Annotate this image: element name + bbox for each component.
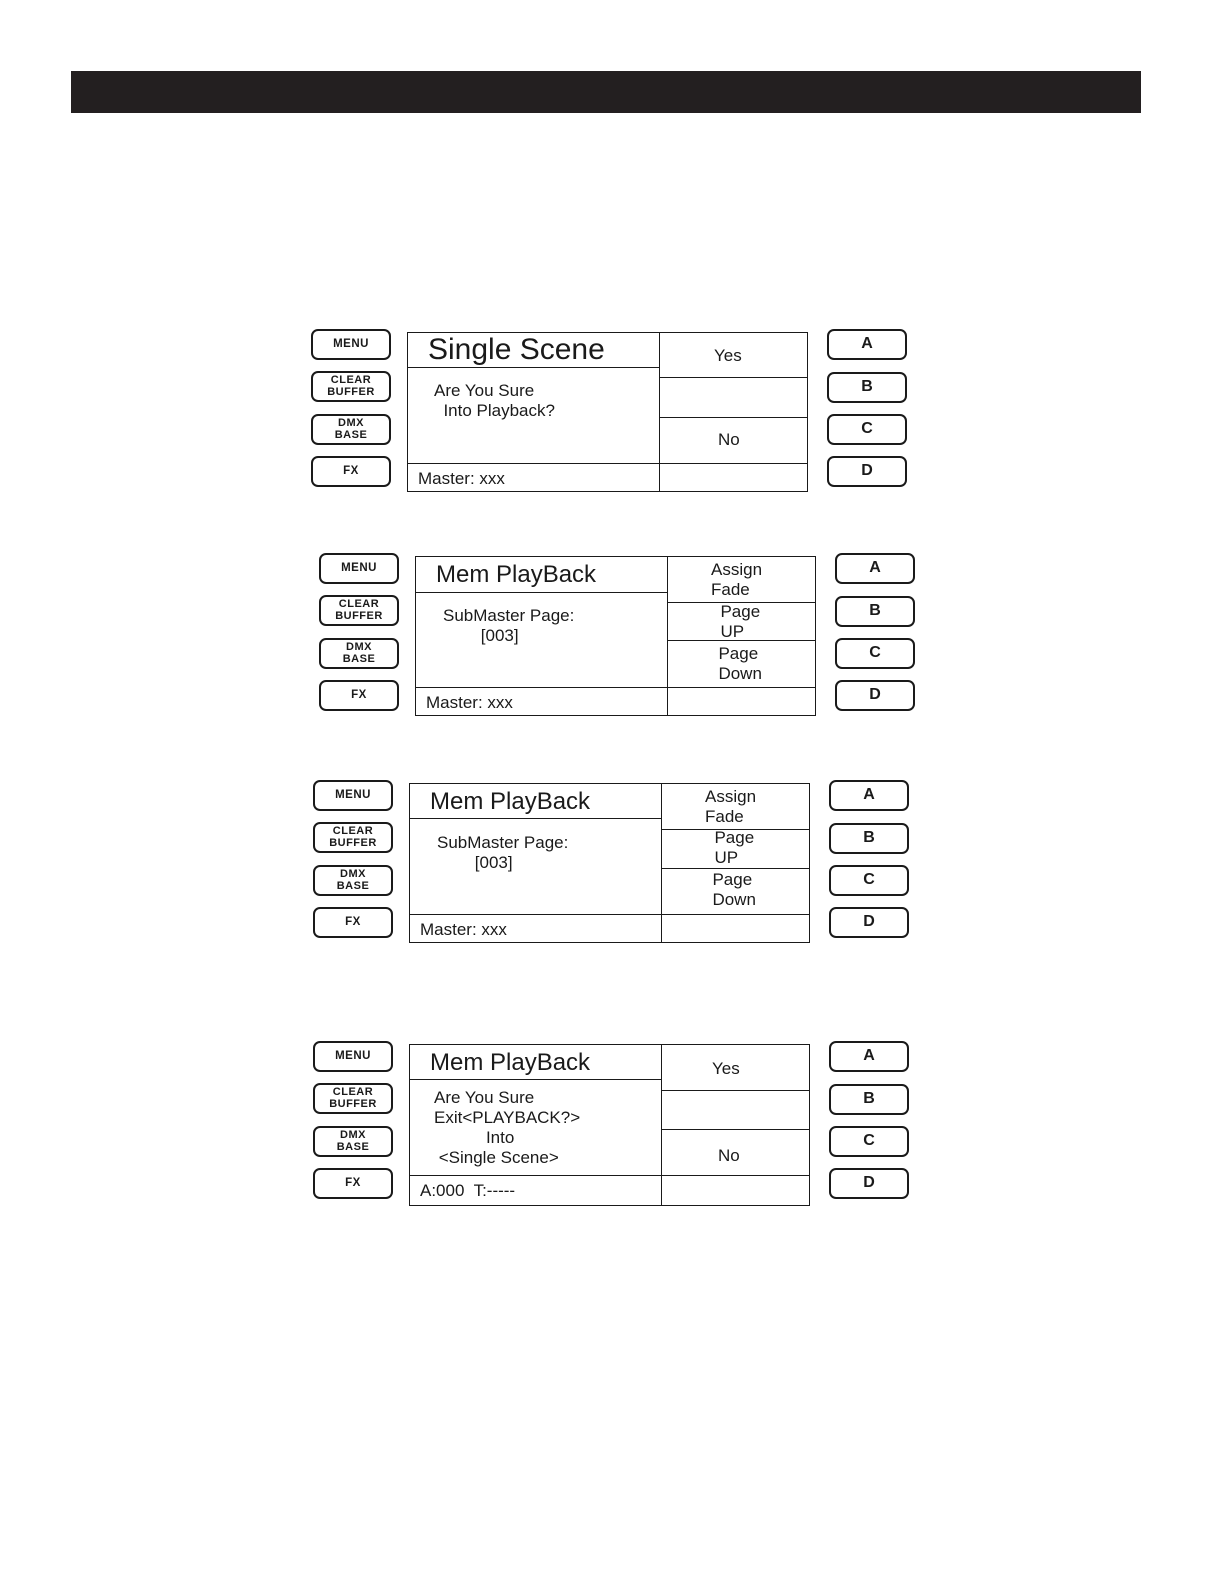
menu-button[interactable] (313, 780, 393, 811)
c-button[interactable]: C (835, 638, 915, 669)
control-panel-3 (313, 780, 913, 942)
a-button[interactable]: A (835, 553, 915, 584)
key-label: MENU (341, 562, 377, 575)
key-label: DMX (340, 867, 366, 880)
option-b-label: Page UP (720, 602, 761, 641)
key-label: FX (345, 916, 361, 929)
screen-message-line: Are You Sure (434, 381, 535, 400)
screen-title: Mem PlayBack (430, 1049, 591, 1076)
screen-message-line: Into (434, 1128, 515, 1147)
c-button[interactable]: C (829, 865, 909, 896)
option-a-label: Yes (712, 1059, 740, 1078)
key-label: MENU (335, 1050, 371, 1063)
lcd-screen (409, 783, 810, 943)
screen-message-line: Are You Sure (434, 1088, 535, 1107)
key-label: BASE (336, 1140, 370, 1153)
menu-button[interactable] (311, 329, 391, 360)
key-label: BASE (336, 879, 370, 892)
screen-footer: A:000 T:----- (420, 1181, 516, 1200)
screen-message-line: Exit<PLAYBACK?> (434, 1108, 581, 1127)
option-a-label: Assign Fade (705, 787, 757, 826)
b-button[interactable]: B (827, 372, 907, 403)
option-c-label: No (718, 1146, 740, 1165)
key-label: DMX (346, 640, 372, 653)
key-label: BUFFER (329, 1097, 377, 1110)
d-button[interactable]: D (827, 456, 907, 487)
a-button[interactable]: A (829, 780, 909, 811)
key-label: BASE (342, 652, 376, 665)
key-label: CLEAR (338, 597, 380, 610)
screen-footer: Master: xxx (420, 920, 507, 939)
key-label: MENU (333, 338, 369, 351)
screen-title: Mem PlayBack (430, 788, 591, 815)
a-button[interactable]: A (827, 329, 907, 360)
option-b-label: Page UP (714, 828, 755, 867)
d-button[interactable]: D (829, 1168, 909, 1199)
a-button[interactable]: A (829, 1041, 909, 1072)
b-button[interactable]: B (829, 1084, 909, 1115)
control-panel-1 (311, 329, 911, 491)
key-label: CLEAR (332, 824, 374, 837)
option-c-label: No (718, 430, 740, 449)
header-bar (71, 71, 1141, 113)
screen-title: Mem PlayBack (436, 561, 597, 588)
screen-title: Single Scene (428, 333, 605, 366)
lcd-screen (407, 332, 808, 492)
clear-buffer-button[interactable] (311, 371, 391, 402)
menu-button[interactable] (313, 1041, 393, 1072)
screen-message-line: [003] (437, 853, 513, 872)
d-button[interactable]: D (835, 680, 915, 711)
dmx-base-button[interactable] (313, 865, 393, 896)
fx-button[interactable] (313, 907, 393, 938)
key-label: CLEAR (332, 1085, 374, 1098)
key-label: FX (343, 465, 359, 478)
option-c-label: Page Down (712, 870, 756, 909)
key-label: FX (351, 689, 367, 702)
screen-message-line: SubMaster Page: (437, 833, 569, 852)
key-label: BUFFER (329, 836, 377, 849)
clear-buffer-button[interactable] (319, 595, 399, 626)
fx-button[interactable] (311, 456, 391, 487)
screen-message-line: <Single Scene> (434, 1148, 559, 1167)
key-label: DMX (340, 1128, 366, 1141)
c-button[interactable]: C (827, 414, 907, 445)
screen-message-line: SubMaster Page: (443, 606, 575, 625)
control-panel-2 (319, 553, 919, 715)
c-button[interactable]: C (829, 1126, 909, 1157)
key-label: CLEAR (330, 373, 372, 386)
menu-button[interactable] (319, 553, 399, 584)
lcd-screen (415, 556, 816, 716)
option-a-label: Yes (714, 346, 742, 365)
option-c-label: Page Down (718, 644, 762, 683)
key-label: FX (345, 1177, 361, 1190)
clear-buffer-button[interactable] (313, 1083, 393, 1114)
control-panel-4 (313, 1041, 913, 1203)
b-button[interactable]: B (835, 596, 915, 627)
screen-message-line: [003] (443, 626, 519, 645)
b-button[interactable]: B (829, 823, 909, 854)
key-label: BUFFER (335, 609, 383, 622)
dmx-base-button[interactable] (313, 1126, 393, 1157)
fx-button[interactable] (313, 1168, 393, 1199)
d-button[interactable]: D (829, 907, 909, 938)
screen-message-line: Into Playback? (434, 401, 555, 420)
screen-footer: Master: xxx (426, 693, 513, 712)
key-label: BASE (334, 428, 368, 441)
dmx-base-button[interactable] (319, 638, 399, 669)
fx-button[interactable] (319, 680, 399, 711)
lcd-screen (409, 1044, 810, 1206)
key-label: BUFFER (327, 385, 375, 398)
key-label: MENU (335, 789, 371, 802)
screen-footer: Master: xxx (418, 469, 505, 488)
dmx-base-button[interactable] (311, 414, 391, 445)
option-a-label: Assign Fade (711, 560, 763, 599)
clear-buffer-button[interactable] (313, 822, 393, 853)
key-label: DMX (338, 416, 364, 429)
